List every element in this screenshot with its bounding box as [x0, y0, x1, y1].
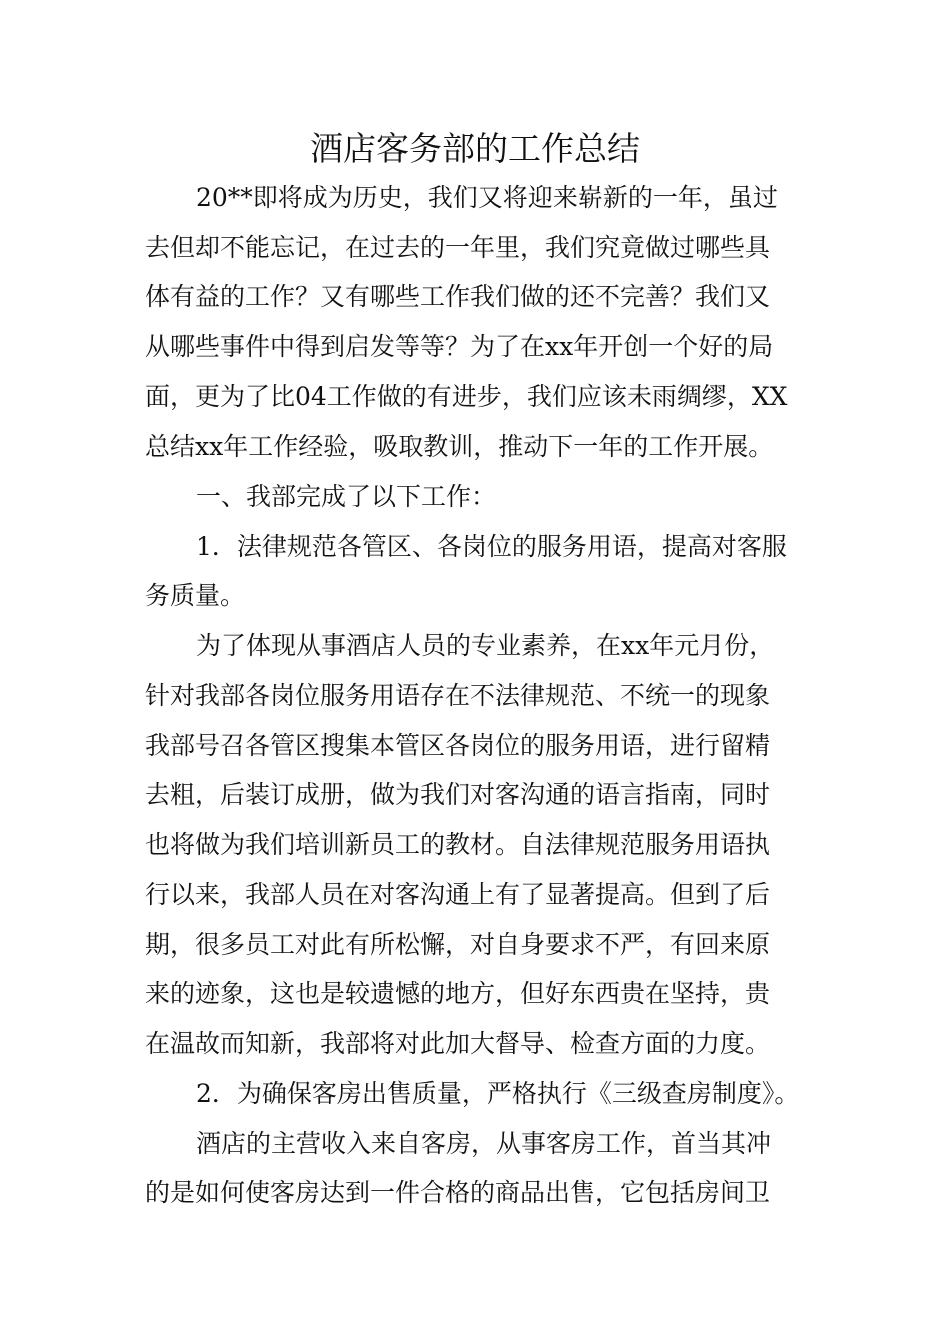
item-heading: 1．法律规范各管区、各岗位的服务用语，提高对客服	[196, 532, 787, 561]
paragraph-line: 为了体现从事酒店人员的专业素养，在xx年元月份，	[196, 631, 775, 660]
paragraph-line: 从哪些事件中得到启发等等？为了在xx年开创一个好的局	[145, 332, 774, 361]
paragraph-line: 酒店的主营收入来自客房，从事客房工作，首当其冲	[196, 1129, 772, 1158]
paragraph-line: 的是如何使客房达到一件合格的商品出售，它包括房间卫	[145, 1178, 771, 1207]
paragraph-line: 务质量。	[145, 581, 246, 610]
paragraph-line: 体有益的工作？又有哪些工作我们做的还不完善？我们又	[145, 282, 771, 311]
paragraph-line: 也将做为我们培训新员工的教材。自法律规范服务用语执	[145, 830, 771, 859]
paragraph-line: 去粗，后装订成册，做为我们对客沟通的语言指南，同时	[145, 780, 771, 809]
paragraph-line: 来的迹象，这也是较遗憾的地方，但好东西贵在坚持，贵	[145, 979, 771, 1008]
paragraph-line: 在温故而知新，我部将对此加大督导、检查方面的力度。	[145, 1029, 771, 1058]
paragraph-line: 针对我部各岗位服务用语存在不法律规范、不统一的现象	[145, 681, 771, 710]
paragraph-line: 我部号召各管区搜集本管区各岗位的服务用语，进行留精	[145, 731, 771, 760]
paragraph-line: 期，很多员工对此有所松懈，对自身要求不严，有回来原	[145, 930, 771, 959]
paragraph-line: 20**即将成为历史，我们又将迎来崭新的一年，虽过	[196, 183, 778, 212]
paragraph-line: 总结xx年工作经验，吸取教训，推动下一年的工作开展。	[145, 432, 774, 461]
paragraph-line: 行以来，我部人员在对客沟通上有了显著提高。但到了后	[145, 880, 771, 909]
item-heading: 2．为确保客房出售质量，严格执行《三级查房制度》。	[196, 1079, 800, 1108]
document-title: 酒店客务部的工作总结	[310, 129, 640, 168]
section-heading: 一、我部完成了以下工作：	[196, 482, 497, 511]
paragraph-line: 去但却不能忘记，在过去的一年里，我们究竟做过哪些具	[145, 233, 771, 262]
paragraph-line: 面，更为了比04工作做的有进步，我们应该未雨绸缪，XX	[145, 382, 788, 411]
